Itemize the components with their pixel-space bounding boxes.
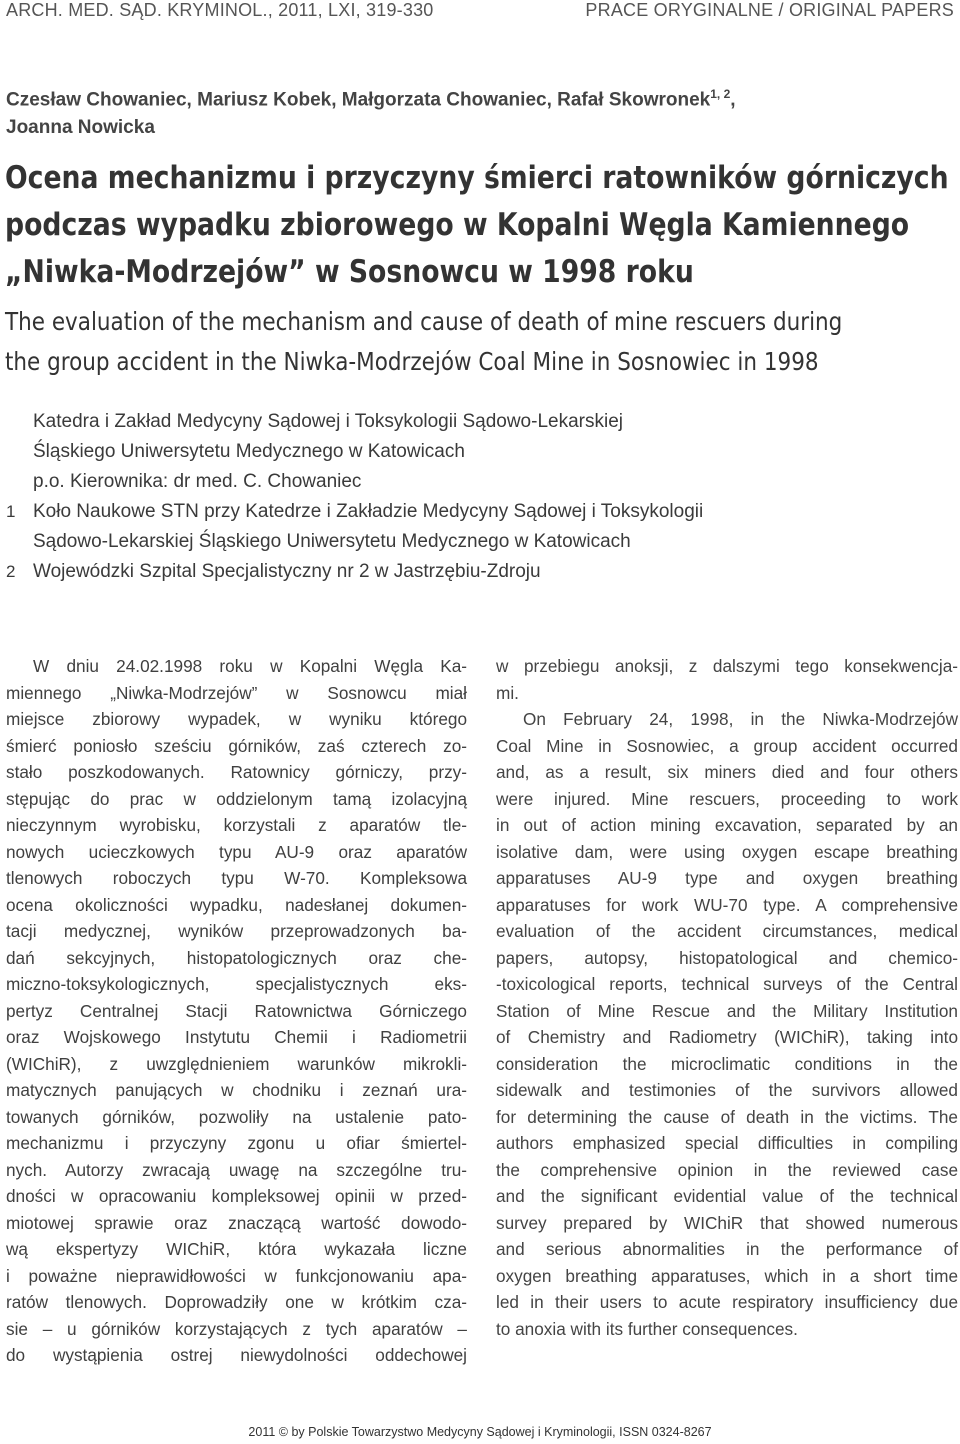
journal-citation: ARCH. MED. SĄD. KRYMINOL., 2011, LXI, 319-330 [6,0,434,20]
title-polish-line: podczas wypadku zbiorowego w Kopalni Węgla Kamiennego [5,207,910,243]
abstract-line: apparatuses AU-9 type and oxygen breathing [496,868,958,888]
abstract-line: nych. Autorzy zwracają uwagę na szczególne tru- [6,1159,467,1180]
abstract-line: i poważne nieprawidłowości w funkcjonowaniu apa- [6,1265,467,1286]
abstract-line: ratów tlenowych. Doprowadziły one w krótkim cza- [6,1292,467,1312]
abstract-line: led in their users to acute respiratory insufficiency due [496,1292,958,1312]
abstract-english [496,653,958,1342]
abstract-line: Station of Mine Rescue and the Military Institution [496,1000,958,1021]
abstract-line: miejsce zbiorowy wypadek, w wyniku którego [6,709,467,729]
authors-affiliation-sup: 1, 2 [710,87,731,101]
abstract-line: (WIChiR), z uwzględnieniem warunków mikrokli- [6,1053,467,1074]
abstract-line: mechanizmu i przyczyny zgonu u ofiar śmiertel- [6,1133,467,1153]
title-polish-line: Ocena mechanizmu i przyczyny śmierci ratowników górniczych [5,160,949,196]
abstract-line: W dniu 24.02.1998 roku w Kopalni Węgla Ka- [33,656,467,676]
abstract-line: miotowej sprawie oraz znaczącą wartość dowodo- [6,1212,467,1233]
abstract-line: do wystąpienia ostrej niewydolności oddechowej [6,1345,467,1365]
abstract-line: oraz Wojskowego Instytutu Chemii i Radiometrii [6,1027,467,1047]
title-english [5,302,951,382]
abstract-line: sidewalk and testimonies of the survivors allowed [496,1080,958,1100]
abstract-line: apparatuses for work WU-70 type. A comprehensive [496,894,958,915]
abstract-line: of Chemistry and Radiometry (WIChiR), taking into [496,1027,958,1047]
title-english-line: the group accident in the Niwka-Modrzejów Coal Mine in Sosnowiec in 1998 [5,347,819,376]
abstract-line: śmierć poniosło sześciu górników, zaś czterech zo- [6,735,467,756]
abstract-line: to anoxia with its further consequences. [496,1318,798,1339]
affiliation-1 [33,497,703,557]
section-label: PRACE ORYGINALNE / ORIGINAL PAPERS [585,0,954,20]
abstract-line: mi. [496,682,519,703]
authors-line-1-end: , [730,89,736,111]
affiliation-number-2: 2 [6,562,16,581]
abstract-line: miczno-toksykologicznych, specjalistycznych eks- [6,974,467,994]
author-list [6,80,946,142]
abstract-line: towanych górników, pozwoliły na ustalenie pato- [6,1106,467,1127]
affiliation-number-1: 1 [6,502,16,521]
authors-line-1: Czesław Chowaniec, Mariusz Kobek, Małgorzata Chowaniec, Rafał Skowronek [6,89,711,111]
abstract-line: Coal Mine in Sosnowiec, a group accident occurred [496,735,958,756]
affiliation-line: Wojewódzki Szpital Specjalistyczny nr 2 w Jastrzębiu-Zdroju [33,561,541,582]
abstract-line: -toxicological reports, technical surveys of the Central [496,974,958,994]
affiliation-line: p.o. Kierownika: dr med. C. Chowaniec [33,471,362,492]
authors-line-2: Joanna Nowicka [6,117,155,139]
title-polish-line: „Niwka-Modrzejów” w Sosnowcu w 1998 roku [5,254,694,290]
title-english-line: The evaluation of the mechanism and cause of death of mine rescuers during [5,307,843,336]
abstract-line: isolative dam, were using oxygen escape breathing [496,841,958,862]
title-polish [5,155,951,296]
affiliation-line: Sądowo-Lekarskiej Śląskiego Uniwersytetu Medycznego w Katowicach [33,531,631,552]
abstract-line: sie – u górników korzystających z tych aparatów – [6,1318,467,1339]
affiliation-line: Katedra i Zakład Medycyny Sądowej i Toksykologii Sądowo-Lekarskiej [33,411,623,432]
abstract-line: were injured. Mine rescuers, proceeding to work [496,788,958,809]
abstract-line: miennego „Niwka-Modrzejów” w Sosnowcu miał [6,682,467,703]
abstract-line: dności w opracowaniu kompleksowej opinii w przed- [6,1186,467,1206]
abstract-line: matycznych panujących w chodniku i zeznań ura- [6,1080,467,1100]
abstract-line: nowych ucieczkowych typu AU-9 oraz aparatów [6,841,467,862]
abstract-line: stępując do prac w oddzielonym tamą izolacyjną [6,788,467,809]
affiliation-line: Koło Naukowe STN przy Katedrze i Zakładzie Medycyny Sądowej i Toksykologii [33,501,704,522]
abstract-line: for determining the cause of death in the victims. The [496,1106,958,1127]
affiliation-line: Śląskiego Uniwersytetu Medycznego w Katowicach [33,441,465,462]
abstract-line: ocena okoliczności wypadku, nadesłanej dokumen- [6,894,467,915]
abstract-line: On February 24, 1998, in the Niwka-Modrzejów [523,709,958,729]
abstract-line: tlenowych roboczych typu W-70. Kompleksowa [6,868,467,888]
abstract-line: pertyz Centralnej Stacji Ratownictwa Górniczego [6,1000,467,1021]
abstract-line: the comprehensive opinion in the reviewed case [496,1159,958,1180]
abstract-line: and the significant evidential value of the technical [496,1186,958,1206]
abstract-line: nieczynnym wyrobisku, korzystali z aparatów tle- [6,815,467,835]
abstract-line: stało poszkodowanych. Ratownicy górniczy, przy- [6,762,467,782]
abstract-line: w przebiegu anoksji, z dalszymi tego konsekwencja- [496,656,958,676]
abstract-line: and serious abnormalities in the performance of [496,1239,958,1259]
abstract-line: tacji medycznej, wyników przeprowadzonych ba- [6,921,467,941]
copyright-footer: 2011 © by Polskie Towarzystwo Medycyny Sądowej i Kryminologii, ISSN 0324-8267 [248,1425,712,1439]
abstract-polish [6,653,467,1369]
abstract-line: and, as a result, six miners died and four others [496,762,958,782]
abstract-line: wą ekspertyzy WIChiR, która wykazała liczne [6,1239,467,1259]
affiliation-main [33,407,623,497]
abstract-line: oxygen breathing apparatuses, which in a short time [496,1265,958,1286]
abstract-line: authors emphasized special difficulties in compiling [496,1133,958,1153]
abstract-line: evaluation of the accident circumstances, medical [496,921,958,941]
abstract-line: papers, autopsy, histopatological and chemico- [496,947,958,968]
abstract-line: survey prepared by WIChiR that showed numerous [496,1212,958,1233]
abstract-line: in out of action mining excavation, separated by an [496,815,958,835]
abstract-line: dań sekcyjnych, histopatologicznych oraz che- [6,947,467,968]
abstract-line: consideration the microclimatic conditions in the [496,1053,958,1074]
affiliation-2 [33,557,541,587]
